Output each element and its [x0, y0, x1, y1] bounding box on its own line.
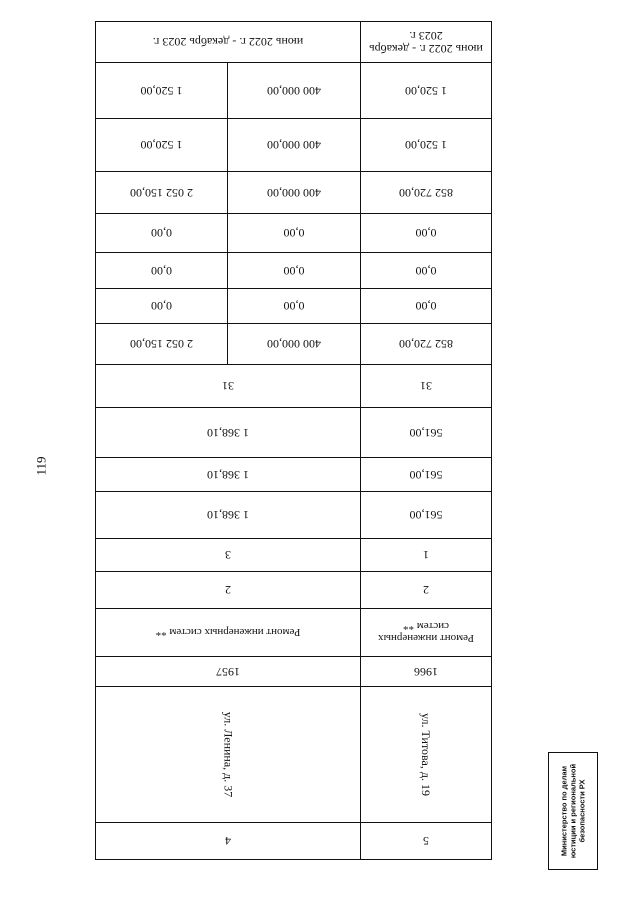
stamp-text: [560, 755, 587, 867]
row5-v4: 31: [361, 365, 492, 408]
row4-z1-b: 0,00: [228, 289, 361, 324]
row4-z3-a: 0,00: [96, 214, 228, 253]
row5-p1: 1 520,00: [361, 63, 492, 119]
table-row: [96, 492, 492, 539]
table-row: [96, 687, 492, 823]
table-row: [96, 214, 492, 253]
row5-number: 5: [361, 823, 492, 860]
table-row: [96, 63, 492, 119]
table-row: [96, 539, 492, 572]
row5-z2: 0,00: [361, 253, 492, 289]
table-row: [96, 324, 492, 365]
row4-sum-b: 400 000,00: [228, 324, 361, 365]
row4-address: ул. Ленина, д. 37: [96, 687, 361, 823]
stamp-line: юстиции и региональной: [568, 763, 578, 859]
row4-year: 1957: [96, 657, 361, 687]
row5-year: 1966: [361, 657, 492, 687]
row4-p1-a: 1 520,00: [96, 63, 228, 119]
row4-c2: 2: [96, 572, 361, 609]
row5-v2: 561,00: [361, 458, 492, 492]
row4-v3: 1 368,10: [96, 408, 361, 458]
table-row: [96, 119, 492, 172]
row4-number: 4: [96, 823, 361, 860]
table-row: [96, 657, 492, 687]
row5-sum: 852 720,00: [361, 324, 492, 365]
row5-system: Ремонт инженерных систем **: [361, 609, 492, 657]
row4-z2-a: 0,00: [96, 253, 228, 289]
row4-system: Ремонт инженерных систем **: [96, 609, 361, 657]
data-table-sheet: [96, 29, 492, 860]
table-row: [96, 365, 492, 408]
row5-v1: 561,00: [361, 492, 492, 539]
page-number: 119: [33, 456, 49, 476]
stamp-line: Министерство по делам: [559, 765, 569, 857]
row5-address: ул. Титова, д. 19: [361, 687, 492, 823]
row5-p2: 1 520,00: [361, 119, 492, 172]
row4-z2-b: 0,00: [228, 253, 361, 289]
table-row: [96, 172, 492, 214]
row5-c2: 2: [361, 572, 492, 609]
table-row: [96, 609, 492, 657]
table-row: [96, 572, 492, 609]
row4-p2-b: 400 000,00: [228, 119, 361, 172]
row4-period: июнь 2022 г. - декабрь 2023 г.: [96, 22, 361, 63]
row4-z1-a: 0,00: [96, 289, 228, 324]
stamp-line: безопасности РХ: [577, 779, 587, 843]
table-row: [96, 408, 492, 458]
row4-total-a: 2 052 150,00: [96, 172, 228, 214]
row5-total: 852 720,00: [361, 172, 492, 214]
row4-p1-b: 400 000,00: [228, 63, 361, 119]
works-table: [95, 21, 492, 860]
table-row: [96, 823, 492, 860]
table-row: [96, 253, 492, 289]
row4-sum-a: 2 052 150,00: [96, 324, 228, 365]
row4-total-b: 400 000,00: [228, 172, 361, 214]
row5-period: июнь 2022 г. - декабрь 2023 г.: [361, 22, 492, 63]
table-row: [96, 289, 492, 324]
row4-v4: 31: [96, 365, 361, 408]
row4-v1: 1 368,10: [96, 492, 361, 539]
row5-v3: 561,00: [361, 408, 492, 458]
row4-p2-a: 1 520,00: [96, 119, 228, 172]
row4-c3: 3: [96, 539, 361, 572]
row4-z3-b: 0,00: [228, 214, 361, 253]
ministry-stamp: [548, 752, 598, 870]
row5-c3: 1: [361, 539, 492, 572]
row5-z1: 0,00: [361, 289, 492, 324]
table-row: [96, 22, 492, 63]
row4-v2: 1 368,10: [96, 458, 361, 492]
row5-z3: 0,00: [361, 214, 492, 253]
table-row: [96, 458, 492, 492]
